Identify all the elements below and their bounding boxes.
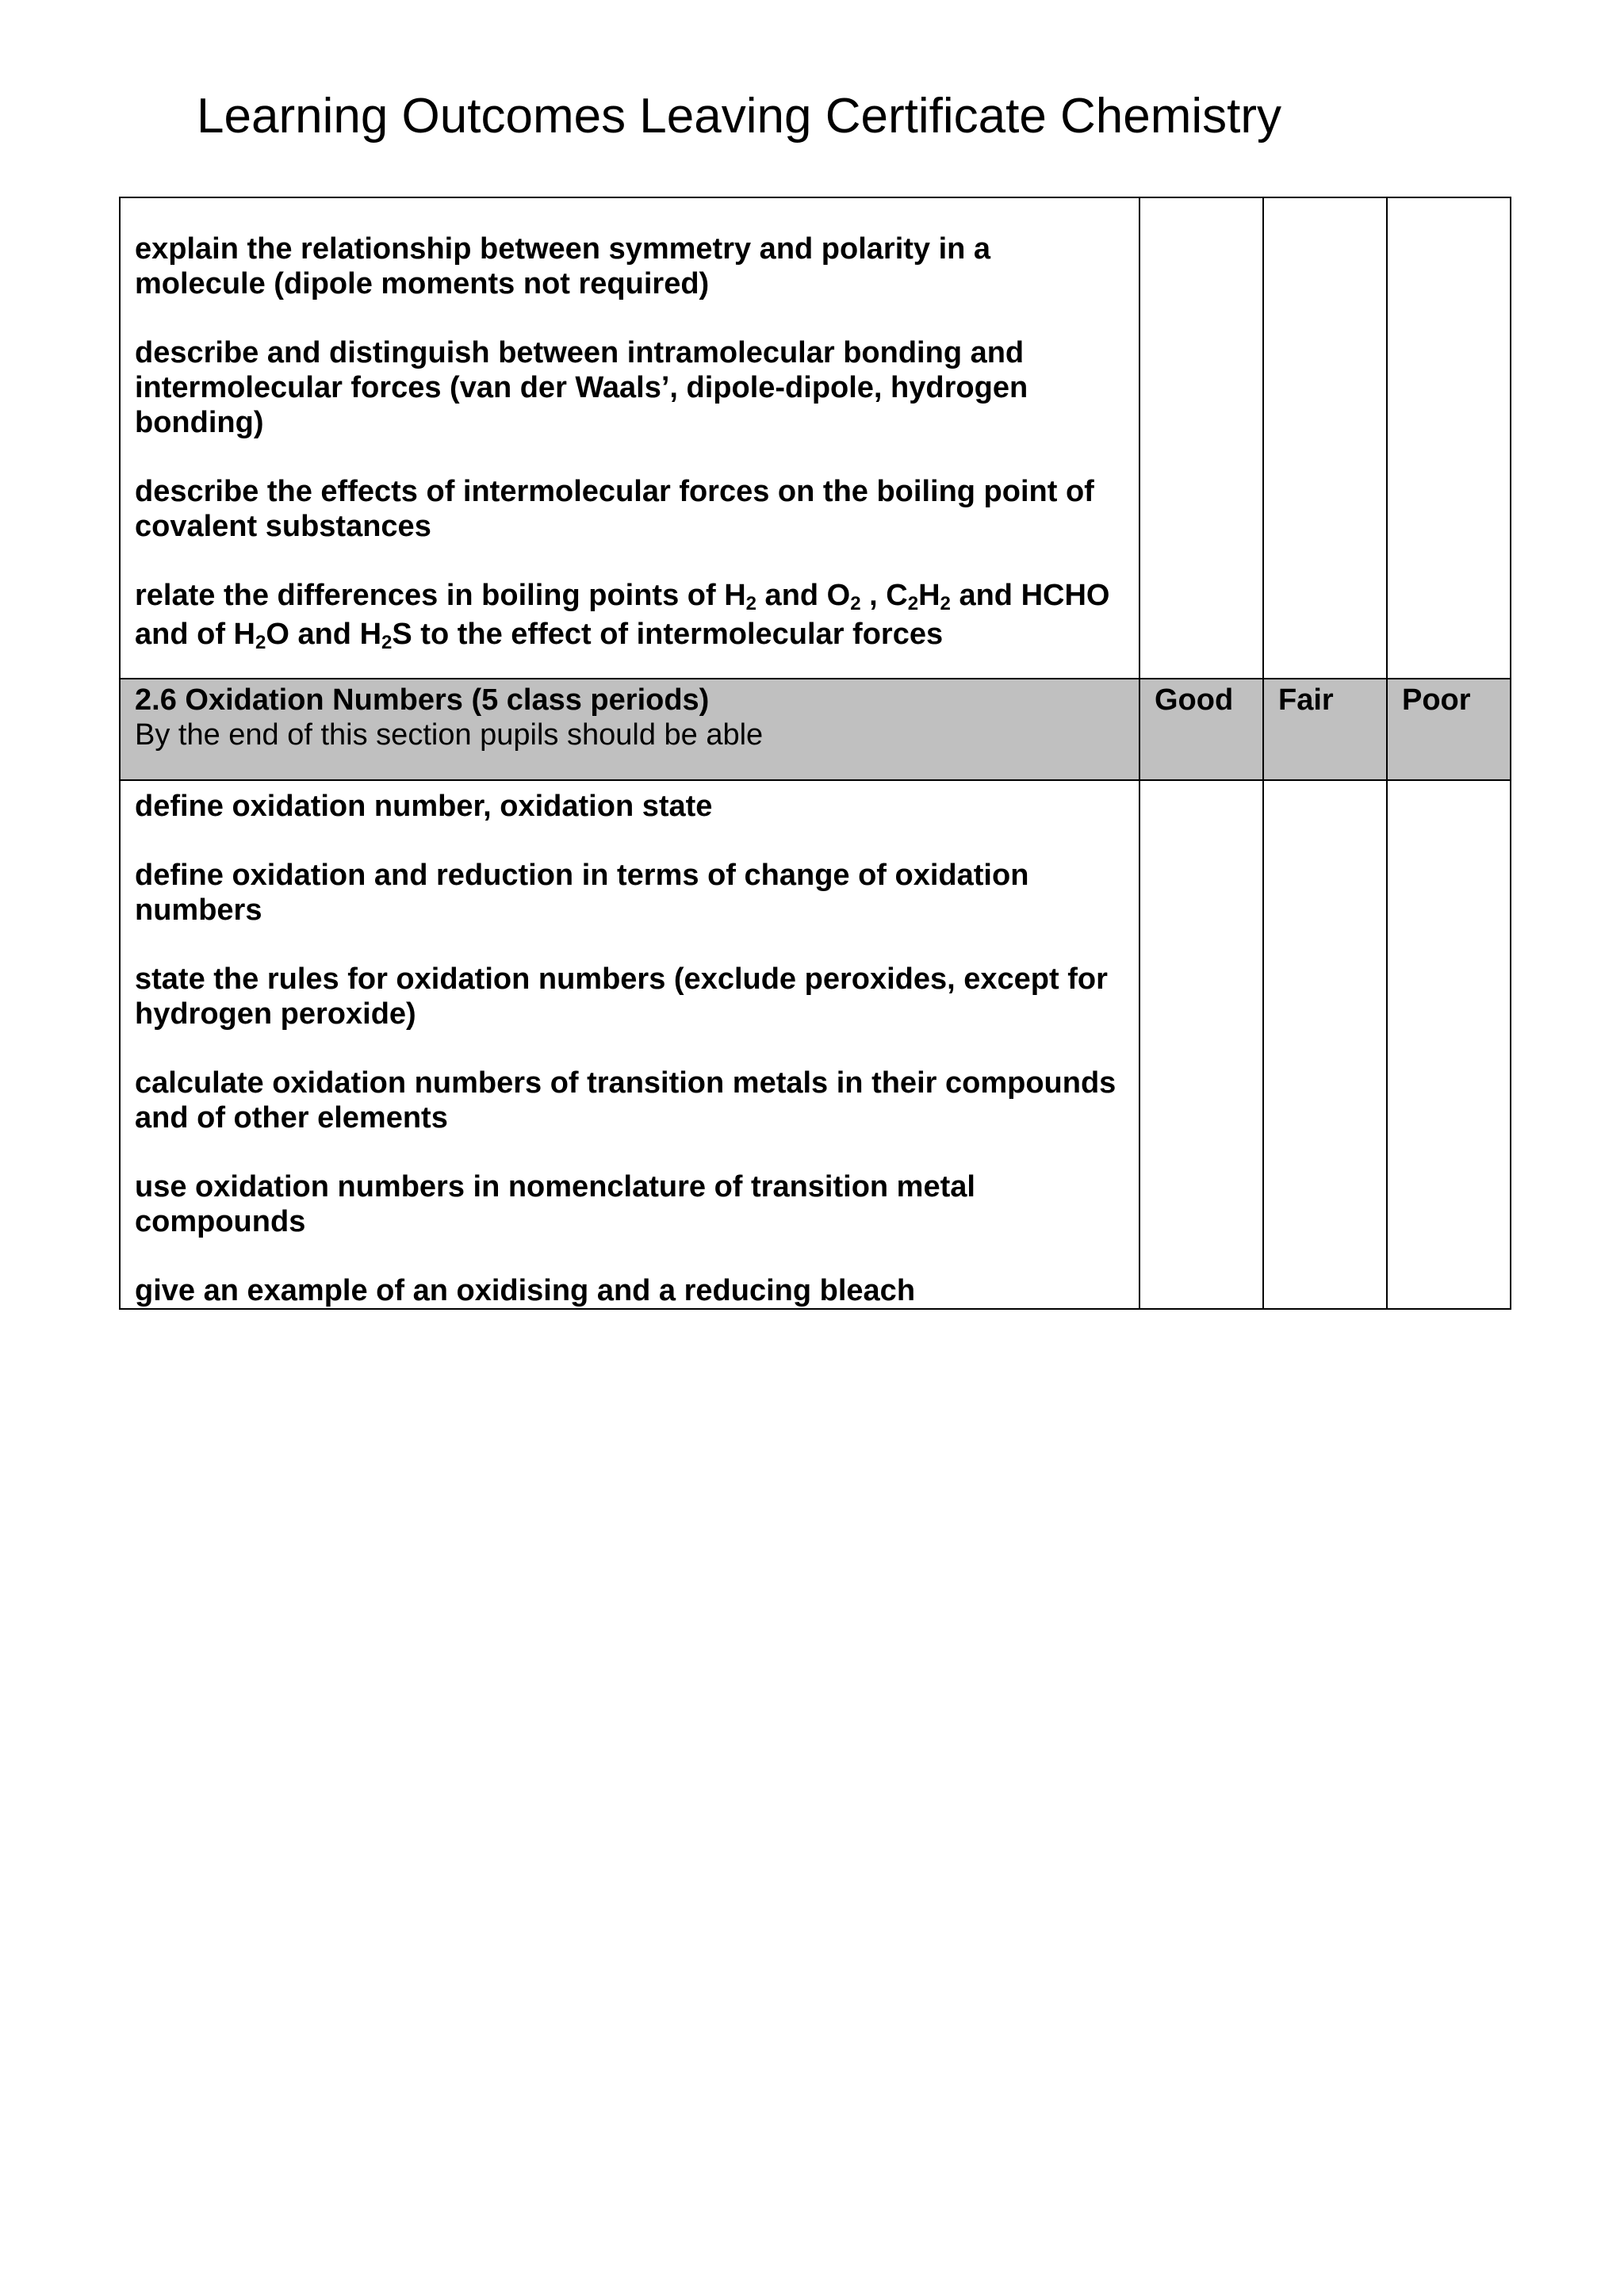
rating-cell-poor[interactable] — [1387, 780, 1511, 1309]
text-part: , C — [860, 579, 908, 612]
rating-header-fair — [1263, 679, 1387, 780]
outcome-item-boiling-points — [135, 578, 1124, 656]
text-part: S to the effect of intermolecular forces — [392, 618, 944, 651]
rating-label: Poor — [1402, 683, 1471, 717]
outcome-item: describe the effects of intermolecular forces on the boiling point of covalent substances — [135, 475, 1094, 543]
text-part: and HCHO and of H — [135, 579, 1110, 651]
section-header-cell — [120, 679, 1139, 780]
rating-header-good — [1139, 679, 1263, 780]
rating-cell-good[interactable] — [1139, 197, 1263, 679]
outcome-item: define oxidation number, oxidation state — [135, 790, 713, 823]
subscript: 2 — [381, 632, 393, 653]
text-part: H — [918, 579, 940, 612]
subscript: 2 — [940, 593, 951, 614]
text-part: and O — [756, 579, 851, 612]
rating-label: Good — [1155, 683, 1234, 717]
outcome-item: describe and distinguish between intramolecular bonding and intermolecular forces (van der Waals’, dipole-dipole, hydrogen bonding) — [135, 336, 1028, 439]
rating-header-poor — [1387, 679, 1511, 780]
outcomes-cell — [120, 780, 1139, 1309]
subscript: 2 — [850, 593, 861, 614]
section-title: 2.6 Oxidation Numbers (5 class periods) — [135, 683, 710, 717]
rating-cell-good[interactable] — [1139, 780, 1263, 1309]
outcome-item: state the rules for oxidation numbers (exclude peroxides, except for hydrogen peroxide) — [135, 962, 1108, 1031]
text-part: relate the differences in boiling points of H — [135, 579, 746, 612]
rating-label: Fair — [1278, 683, 1334, 717]
outcomes-cell — [120, 197, 1139, 679]
rating-cell-poor[interactable] — [1387, 197, 1511, 679]
page-title: Learning Outcomes Leaving Certificate Chemistry — [197, 89, 1282, 144]
section-subtitle: By the end of this section pupils should be able — [135, 718, 764, 752]
rating-cell-fair[interactable] — [1263, 197, 1387, 679]
subscript: 2 — [255, 632, 266, 653]
section-header-row — [120, 679, 1511, 780]
text-part: O and H — [266, 618, 382, 651]
rating-cell-fair[interactable] — [1263, 780, 1387, 1309]
outcome-item: calculate oxidation numbers of transition metals in their compounds and of other elements — [135, 1066, 1116, 1135]
outcome-item: explain the relationship between symmetry and polarity in a molecule (dipole moments not required) — [135, 232, 991, 300]
outcomes-row-intermolecular — [120, 197, 1511, 679]
learning-outcomes-table — [119, 197, 1511, 1310]
outcomes-row-oxidation — [120, 780, 1511, 1309]
outcome-item: use oxidation numbers in nomenclature of transition metal compounds — [135, 1170, 975, 1238]
outcome-item: define oxidation and reduction in terms of change of oxidation numbers — [135, 859, 1029, 927]
outcome-item: give an example of an oxidising and a reducing bleach — [135, 1274, 916, 1307]
subscript: 2 — [907, 593, 919, 614]
subscript: 2 — [745, 593, 756, 614]
